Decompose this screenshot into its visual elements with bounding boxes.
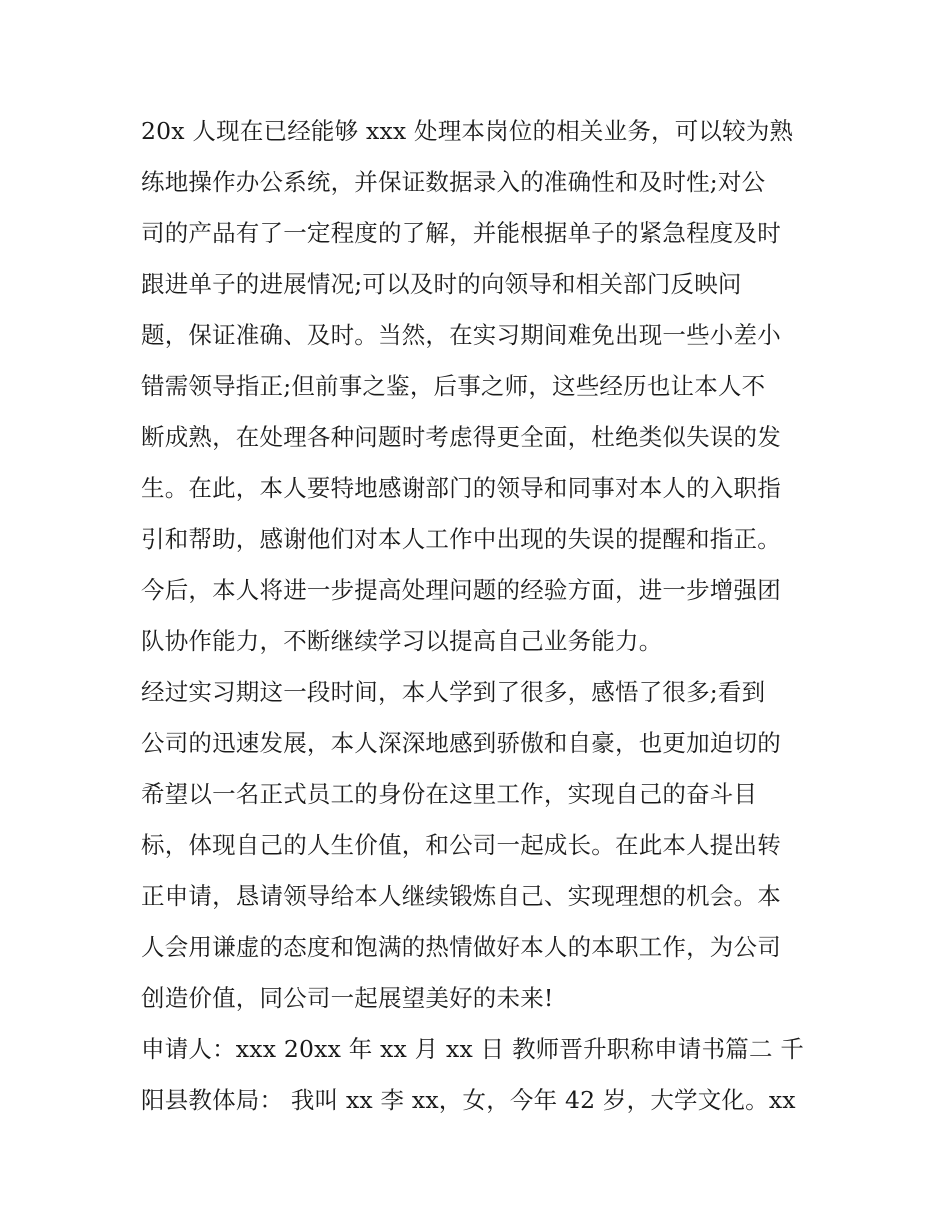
text-line: 经过实习期这一段时间，本人学到了很多，感悟了很多;看到: [141, 678, 766, 706]
text-line: 练地操作办公系统，并保证数据录入的准确性和及时性;对公: [141, 168, 766, 196]
text-line: 今后，本人将进一步提高处理问题的经验方面，进一步增强团: [141, 576, 781, 604]
text-line: 生。在此，本人要特地感谢部门的领导和同事对本人的入职指: [141, 474, 781, 502]
text-line: 20x 人现在已经能够 xxx 处理本岗位的相关业务，可以较为熟: [141, 117, 794, 145]
text-line: 题，保证准确、及时。当然，在实习期间难免出现一些小差小: [141, 321, 781, 349]
text-line: 公司的迅速发展，本人深深地感到骄傲和自豪，也更加迫切的: [141, 729, 781, 757]
text-line: 希望以一名正式员工的身份在这里工作，实现自己的奋斗目: [141, 780, 758, 808]
text-line: 创造价值，同公司一起展望美好的未来!: [141, 984, 554, 1012]
text-line: 引和帮助，感谢他们对本人工作中出现的失误的提醒和指正。: [141, 525, 781, 553]
document-body: [141, 106, 813, 1126]
text-line: 人会用谦虚的态度和饱满的热情做好本人的本职工作，为公司: [141, 933, 781, 961]
text-line: 司的产品有了一定程度的了解，并能根据单子的紧急程度及时: [141, 219, 781, 247]
text-line: 错需领导指正;但前事之鉴，后事之师，这些经历也让本人不: [141, 372, 766, 400]
text-line: 申请人：xxx 20xx 年 xx 月 xx 日 教师晋升职称申请书篇二 千: [141, 1035, 805, 1063]
text-line: 正申请，恳请领导给本人继续锻炼自己、实现理想的机会。本: [141, 882, 781, 910]
text-line: 断成熟，在处理各种问题时考虑得更全面，杜绝类似失误的发: [141, 423, 781, 451]
text-line: 阳县教体局： 我叫 xx 李 xx，女，今年 42 岁，大学文化。xx: [141, 1086, 796, 1114]
text-line: 标，体现自己的人生价值，和公司一起成长。在此本人提出转: [141, 831, 781, 859]
text-line: 跟进单子的进展情况;可以及时的向领导和相关部门反映问: [141, 270, 742, 298]
text-line: 队协作能力，不断继续学习以提高自己业务能力。: [141, 627, 663, 655]
